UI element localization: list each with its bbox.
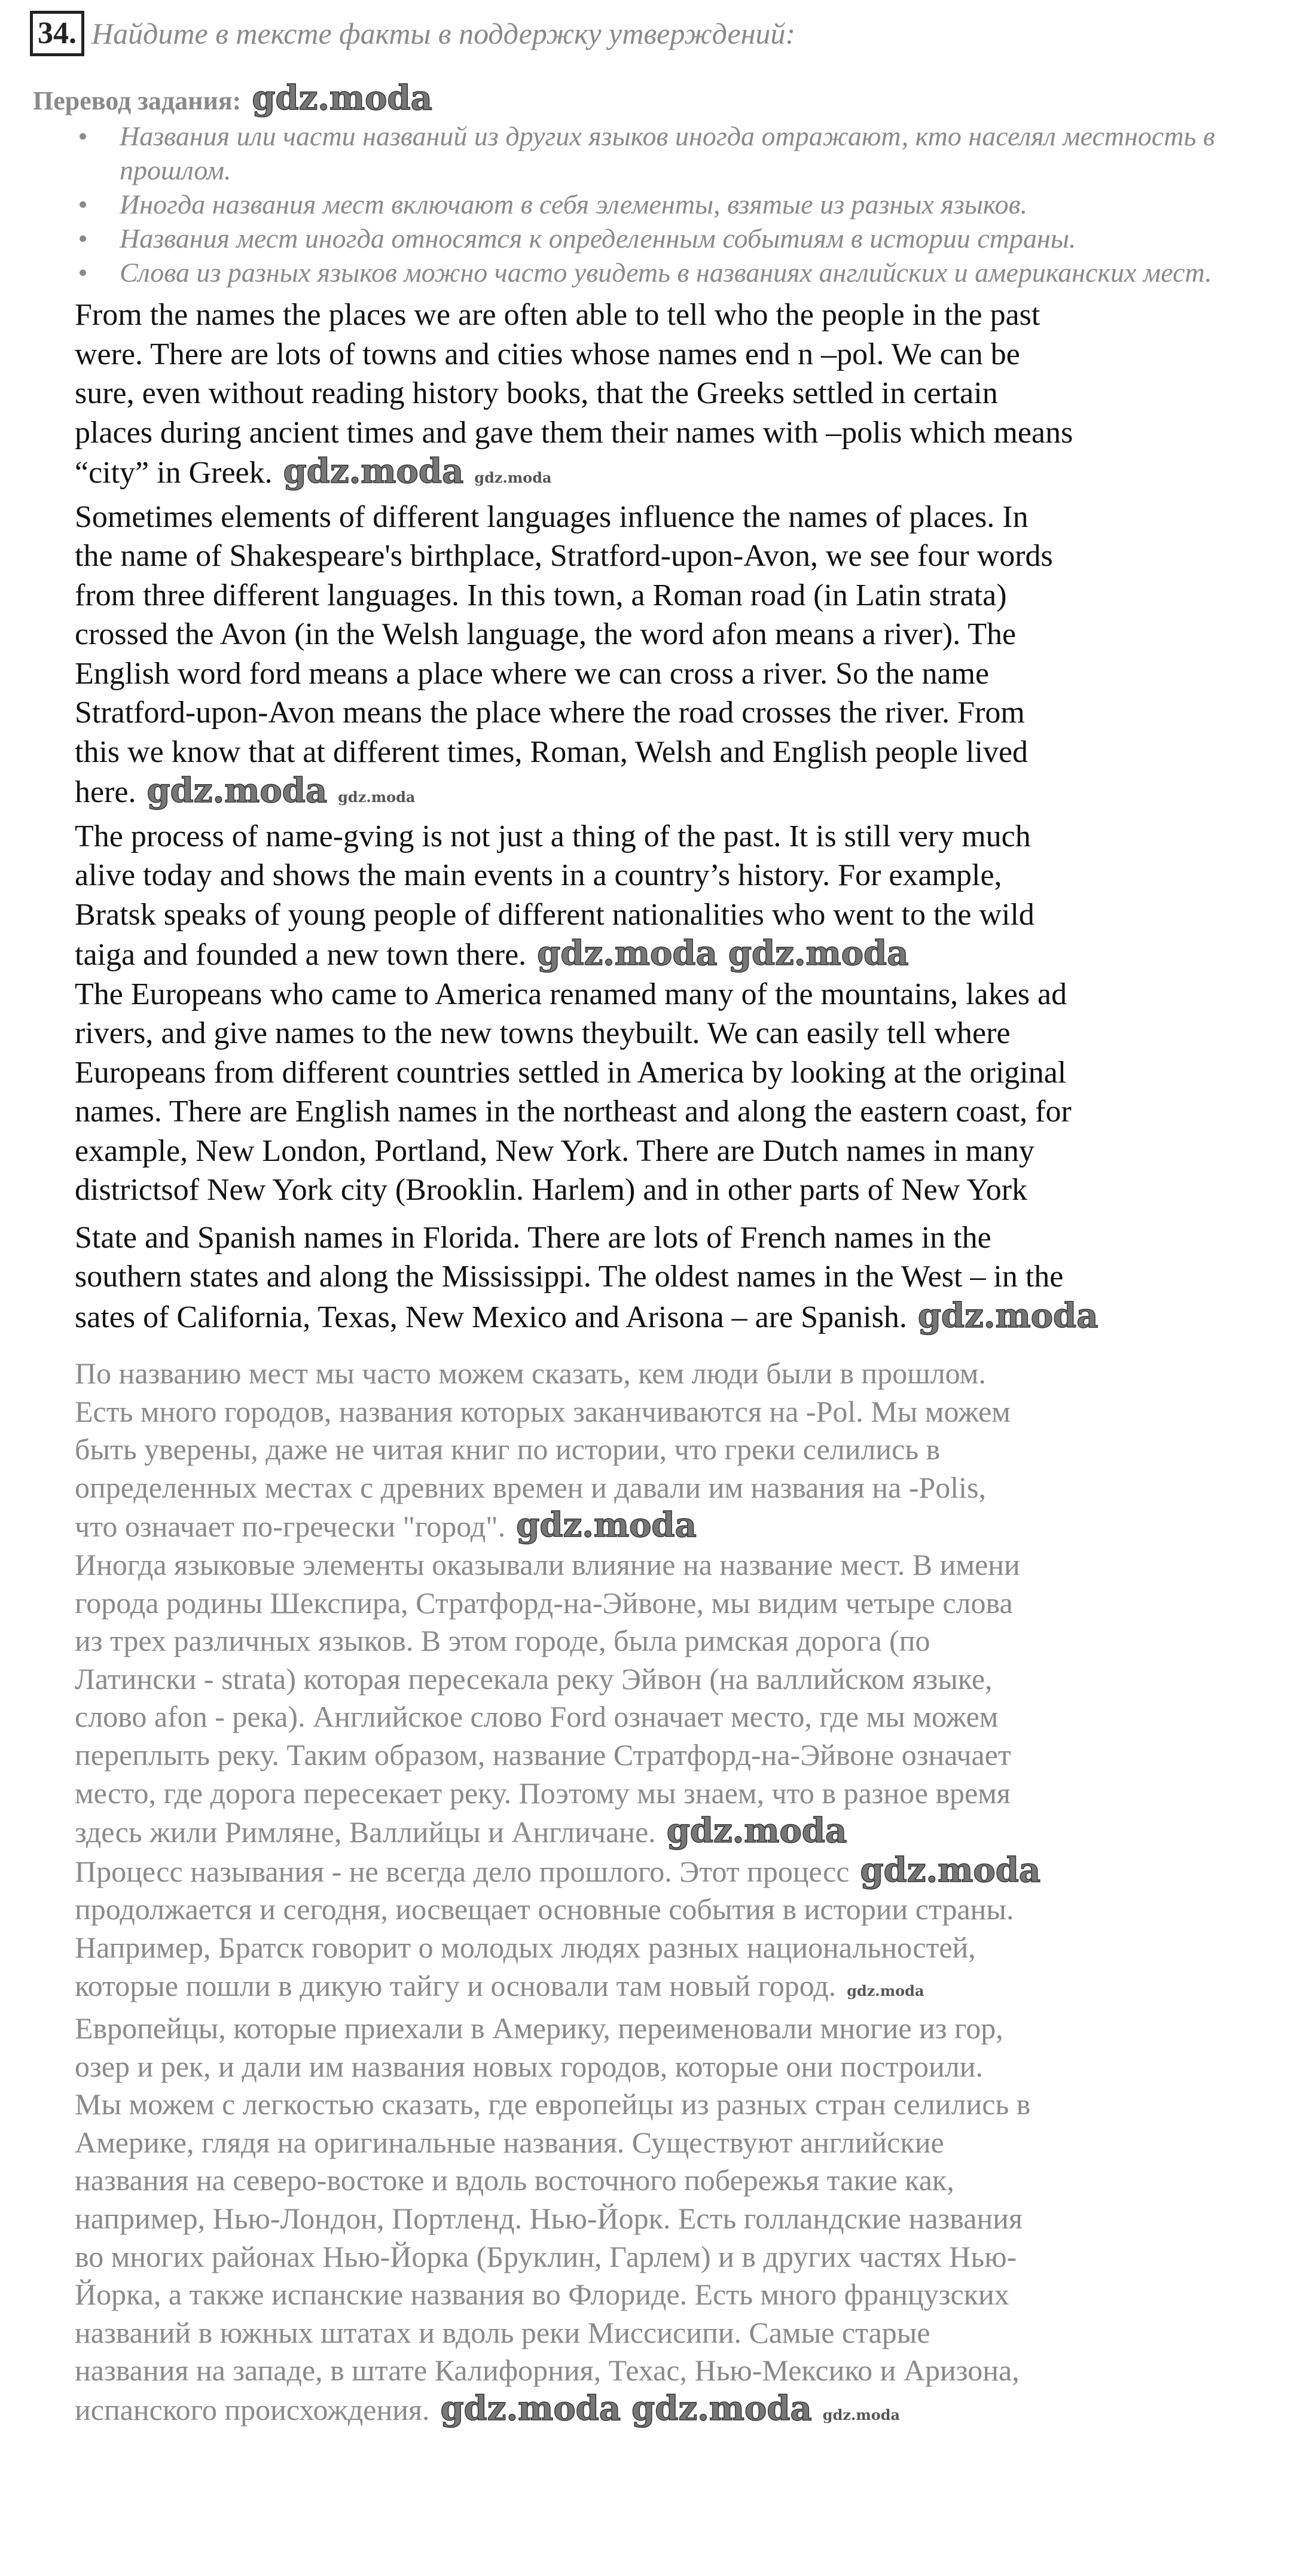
text-line-content: example, New London, Portland, New York. There are Dutch names in many (75, 1133, 1034, 1168)
text-line-content: Процесс называния - не всегда дело прошлого. Этот процесс (75, 1854, 850, 1888)
text-line-content: города родины Шекспира, Стратфорд-на-Эйвоне, мы видим четыре слова (75, 1586, 1013, 1620)
text-line-content: место, где дорога пересекает реку. Поэтому мы знаем, что в разное время (75, 1776, 1011, 1810)
text-line (75, 2200, 1265, 2238)
translation-label: Перевод задания: (33, 86, 242, 115)
text-line (75, 2010, 1265, 2048)
text-line (75, 2352, 1265, 2390)
text-line (75, 1132, 1265, 1171)
text-line (75, 1698, 1265, 1736)
text-line (75, 1736, 1265, 1775)
text-line (75, 1507, 1265, 1546)
text-line (75, 1469, 1265, 1507)
text-line (75, 1546, 1265, 1584)
text-line (75, 856, 1265, 895)
text-line (75, 2238, 1265, 2276)
text-line (75, 498, 1265, 537)
text-line (75, 1297, 1265, 1337)
text-line (75, 615, 1265, 654)
russian-translation (75, 1355, 1265, 2434)
text-line-content: продолжается и сегодня, иосвещает основные события в истории страны. (75, 1892, 1014, 1926)
text-line (75, 1431, 1265, 1469)
text-line-content: слово afon - река). Английское слово Ford означает место, где мы можем (75, 1700, 999, 1734)
text-line-content: Stratford-upon-Avon means the place where the road crosses the river. From (75, 696, 1025, 730)
watermark: gdz.moda (631, 2389, 812, 2429)
text-line (75, 1622, 1265, 1660)
text-line (75, 895, 1265, 935)
text-line-content: this we know that at different times, Roman, Welsh and English people lived (75, 734, 1028, 769)
text-line-content: The process of name-gving is not just a thing of the past. It is still very much (75, 819, 1031, 853)
text-line (75, 1852, 1265, 1891)
watermark: gdz.moda (847, 1981, 924, 1999)
watermark: gdz.moda (537, 934, 718, 973)
text-line (75, 772, 1265, 817)
watermark: gdz.moda (516, 1505, 697, 1545)
statement-item: • Иногда названия мест включают в себя элементы, взятые из разных языков. (120, 187, 1226, 221)
watermark: gdz.moda (728, 934, 909, 973)
text-line-content: “city” in Greek. (75, 456, 273, 490)
text-line (75, 934, 1265, 975)
statement-item: • Слова из разных языков можно часто увидеть в названиях английских и американских мест. (120, 255, 1226, 289)
watermark: gdz.moda (338, 788, 416, 806)
text-line-content: названия на западе, в штате Калифорния, Техас, Нью-Мексико и Аризона, (75, 2354, 1020, 2388)
text-line-content: здесь жили Римляне, Валлийцы и Англичане. (75, 1815, 656, 1849)
text-line-content: from three different languages. In this town, a Roman road (in Latin strata) (75, 578, 1007, 612)
text-line-content: here. (75, 775, 136, 809)
english-text-part-1 (75, 295, 1265, 1210)
watermark: gdz.moda (666, 1811, 847, 1851)
text-line (75, 1891, 1265, 1929)
text-line (75, 1929, 1265, 1967)
text-line (75, 693, 1265, 733)
text-line-content: crossed the Avon (in the Welsh language, the word afon means a river). The (75, 617, 1017, 651)
text-line-content: southern states and along the Mississippi. The oldest names in the West – in the (75, 1260, 1064, 1294)
text-line (75, 576, 1265, 615)
text-line (75, 413, 1265, 453)
text-line-content: которые пошли в дикую тайгу и основали там новый город. (75, 1968, 837, 2002)
text-line (75, 1584, 1265, 1623)
text-line (75, 1053, 1265, 1093)
text-line-content: The Europeans who came to America renamed many of the mountains, lakes ad (75, 977, 1067, 1011)
watermark: gdz.moda (147, 771, 328, 810)
exercise-task: Найдите в тексте факты в поддержку утверждений: (91, 17, 796, 50)
text-line-content: English word ford means a place where we can cross a river. So the name (75, 656, 990, 691)
text-line-content: названий в южных штатах и вдоль реки Миссисипи. Самые старые (75, 2315, 930, 2349)
text-line-content: sure, even without reading history books, that the Greeks settled in certain (75, 376, 998, 410)
watermark: gdz.moda (860, 1850, 1041, 1890)
text-line (75, 1660, 1265, 1699)
text-line-content: sates of California, Texas, New Mexico and Arisona – are Spanish. (75, 1300, 907, 1334)
text-line-content: Например, Братск говорит о молодых людях разных национальностей, (75, 1930, 976, 1964)
text-line-content: озер и рек, и дали им названия новых городов, которые они построили. (75, 2049, 984, 2083)
text-line-content: Мы можем с легкостью сказать, где европейцы из разных стран селились в (75, 2087, 1031, 2121)
text-line-content: the name of Shakespeare's birthplace, Stratford-upon-Avon, we see four words (75, 539, 1053, 573)
text-line (75, 1393, 1265, 1431)
text-line (75, 295, 1265, 335)
text-line-content: быть уверены, даже не читая книг по истории, что греки селились в (75, 1432, 941, 1467)
text-line (75, 817, 1265, 856)
text-line-content: Иногда языковые элементы оказывали влияние на название мест. В имени (75, 1547, 1020, 1581)
text-line-content: Америке, глядя на оригинальные названия. Существуют английские (75, 2125, 944, 2159)
text-line-content: names. There are English names in the northeast and along the eastern coast, for (75, 1095, 1072, 1129)
text-line (75, 2124, 1265, 2162)
text-line-content: taiga and founded a new town there. (75, 938, 527, 972)
text-line-content: were. There are lots of towns and cities whose names end n –pol. We can be (75, 337, 1020, 371)
text-line (75, 452, 1265, 498)
text-line-content: названия на северо-востоке и вдоль восточного побережья такие как, (75, 2163, 954, 2197)
exercise-header (30, 11, 1291, 56)
text-line (75, 975, 1265, 1014)
text-line-content: испанского происхождения. (75, 2393, 430, 2427)
text-line (75, 2390, 1265, 2434)
text-line (75, 654, 1265, 694)
text-line (75, 1092, 1265, 1132)
watermark: gdz.moda (822, 2406, 901, 2424)
text-line-content: Bratsk speaks of young people of different nationalities who went to the wild (75, 897, 1034, 932)
text-line (75, 2276, 1265, 2314)
text-line (75, 1170, 1265, 1210)
text-line-content: Есть много городов, названия которых заканчиваются на -Pol. Мы можем (75, 1394, 1011, 1428)
text-line-content: places during ancient times and gave them their names with –polis which means (75, 415, 1073, 450)
watermark: gdz.moda (474, 469, 552, 486)
exercise-page (0, 11, 1291, 2434)
text-line (75, 2048, 1265, 2086)
statement-item: • Названия или части названий из других языков иногда отражают, кто населял местность в прошлом. (120, 119, 1226, 187)
text-line-content: State and Spanish names in Florida. There are lots of French names in the (75, 1220, 991, 1255)
text-line-content: переплыть реку. Таким образом, название Стратфорд-на-Эйвоне означает (75, 1737, 1011, 1772)
exercise-number: 34. (30, 11, 84, 56)
english-text-part-2 (75, 1218, 1265, 1337)
text-line-content: From the names the places we are often able to tell who the people in the past (75, 298, 1040, 332)
text-line (75, 1355, 1265, 1393)
text-line (75, 2162, 1265, 2200)
text-line-content: из трех различных языков. В этом городе, была римская дорога (по (75, 1624, 930, 1658)
text-line-content: По названию мест мы часто можем сказать, кем люди были в прошлом. (75, 1356, 986, 1390)
text-line (75, 2314, 1265, 2352)
text-line (75, 1014, 1265, 1053)
text-line (75, 536, 1265, 576)
text-line-content: определенных местах с древних времен и давали им названия на -Polis, (75, 1470, 987, 1504)
text-line-content: Европейцы, которые приехали в Америку, переименовали многие из гор, (75, 2011, 1003, 2045)
text-line-content: Europeans from different countries settled in America by looking at the original (75, 1055, 1067, 1090)
watermark: gdz.moda (917, 1295, 1098, 1336)
text-line-content: districtsof New York city (Brooklin. Harlem) and in other parts of New York (75, 1173, 1028, 1207)
watermark: gdz.moda (440, 2389, 621, 2429)
text-line-content: Латински - strata) которая пересекала реку Эйвон (на валлийском языке, (75, 1662, 993, 1696)
translation-heading (33, 80, 1291, 119)
text-line (75, 1775, 1265, 1813)
text-line (75, 1967, 1265, 2010)
watermark: gdz.moda (283, 452, 464, 491)
statement-list (60, 119, 1226, 289)
text-line (75, 335, 1265, 374)
text-line-content: alive today and shows the main events in a country’s history. For example, (75, 858, 1002, 892)
text-line-content: во многих районах Нью-Йорка (Бруклин, Гарлем) и в других частях Нью- (75, 2239, 1017, 2273)
text-line (75, 1257, 1265, 1297)
text-line (75, 733, 1265, 772)
text-line-content: например, Нью-Лондон, Портленд. Нью-Йорк. Есть голландские названия (75, 2202, 1023, 2236)
text-line (75, 1218, 1265, 1258)
statement-item: • Названия мест иногда относятся к определенным событиям в истории страны. (120, 221, 1226, 255)
watermark: gdz.moda (252, 78, 432, 118)
text-line-content: Sometimes elements of different languages influence the names of places. In (75, 499, 1028, 534)
text-line-content: Йорка, а также испанские названия во Флориде. Есть много французских (75, 2278, 1009, 2312)
text-line (75, 1812, 1265, 1852)
text-line (75, 2086, 1265, 2124)
text-line-content: что означает по-гречески "город". (75, 1510, 506, 1544)
text-line-content: rivers, and give names to the new towns theybuilt. We can easily tell where (75, 1016, 1011, 1050)
text-line (75, 374, 1265, 413)
